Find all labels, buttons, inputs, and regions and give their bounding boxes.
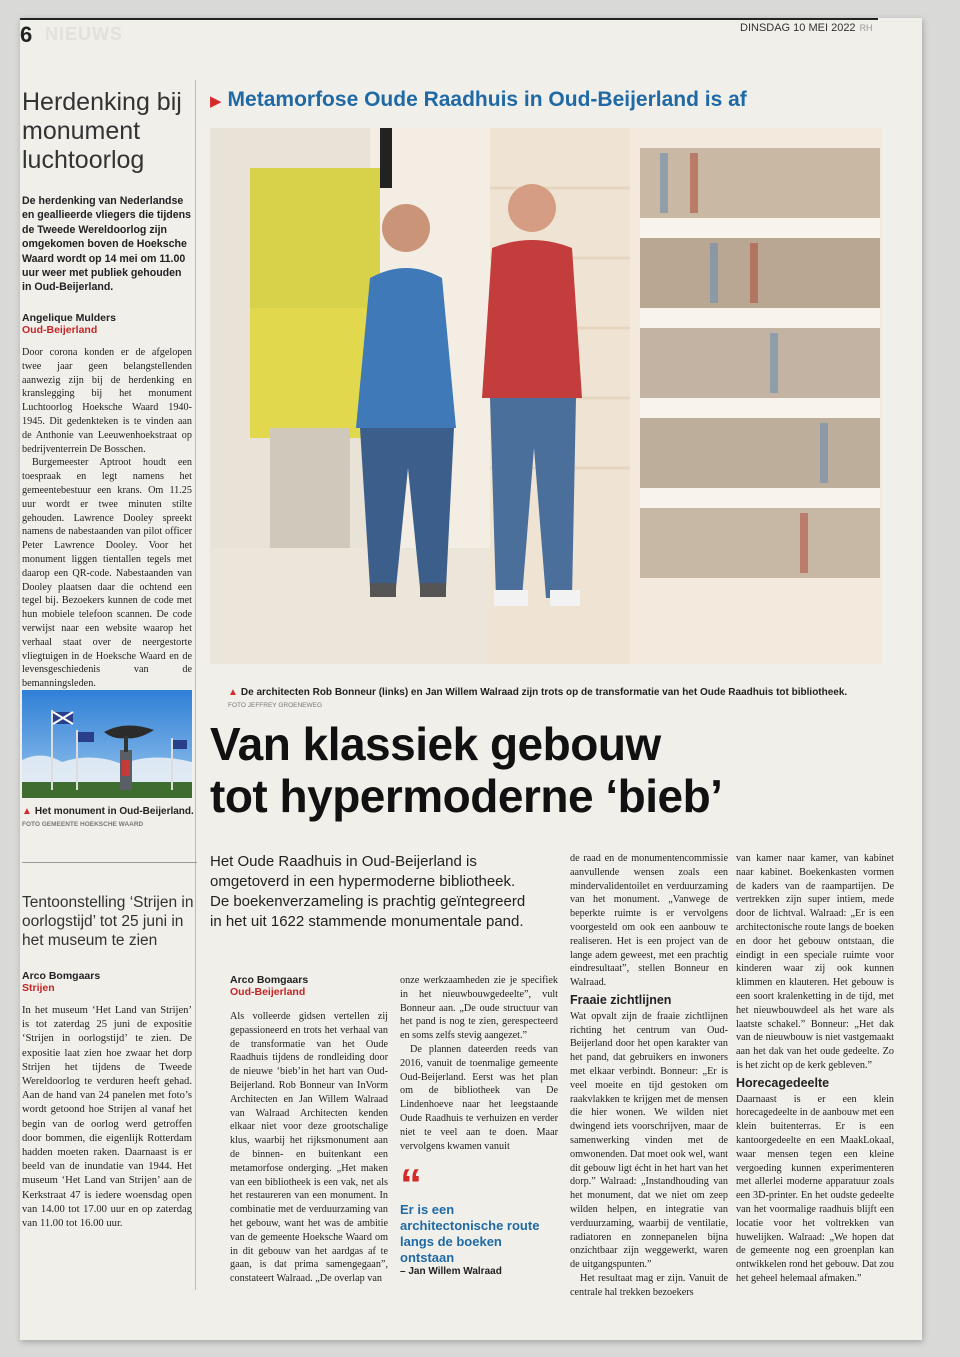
quote-mark-icon: “ [400,1160,422,1209]
column-divider [195,80,196,1290]
paragraph: van kamer naar kamer, van kabinet naar kabinet. Boekenkasten vormen de kaders van de raampartijen. De vertrekken zijn super intiem, mede door de lichtval. Walraad: „Er is een architectonische route langs de boeken en door het gebouw ontstaan, die eindigt in een speciale ruimte voor kinderen waar zij ook kunnen klimmen en klauteren. Het gebouw is een soort kralenketting in de tijd, met het nieuwbouwdeel als het ware als laatste schakel.” Bonneur: „Het dak van de nieuwbouw is niet vastgemaakt aan het dak van het oude gedeelte. Zo is het zicht op de kerk gebleven.” [736,853,894,1071]
author: Arco Bomgaars [22,970,101,982]
pull-quote [400,1160,558,1277]
tent-article-byline [22,970,192,994]
caption-text: Het monument in Oud-Beijerland. [34,806,194,817]
paragraph: de raad en de monumentencommissie aanvullende wensen zoals een mindervalidentoilet en verduurzaming van het monument. „Vanwege de beperkte ruimte is er vervolgens voorgesteld om ook een aanbouw te realiseren. Het is een project van de lange adem geweest, met een prachtig eindresultaat”, stellen Bonneur en Walraad. [570,853,728,989]
date-text: DINSDAG 10 MEI 2022 [740,22,856,34]
main-article-col1 [230,1010,388,1286]
paragraph: Door corona konden er de afgelopen twee jaar geen belangstellenden aanwezig zijn bij de herdenking en kranslegging bij het monument Luchtoorlog Hoeksche Waard 1940-1945. Dit gedenkteken is te vinden aan de Anthonie van Leeuwenhoekstraat op bedrijventerrein De Bosschen. [22,347,192,455]
left-article-body [22,346,192,691]
edition-code: RH [859,23,873,33]
subheading: Horecagedeelte [736,1075,830,1090]
author: Angelique Mulders [22,312,116,324]
section-label: NIEUWS [45,24,123,44]
edition-date [740,22,873,34]
main-article-byline [230,974,390,998]
kicker-text: Metamorfose Oude Raadhuis in Oud-Beijerland is af [227,88,747,111]
photo-credit: FOTO GEMEENTE HOEKSCHE WAARD [22,821,144,828]
caption-text: De architecten Rob Bonneur (links) en Jan Willem Walraad zijn trots op de transformatie van het Oude Raadhuis tot bibliotheek. [240,687,848,698]
page-number: 6 [20,22,33,47]
paragraph: Daarnaast is er een klein horecagedeelte in de aanbouw met een klein buitenterras. Er is een kantoorgedeelte en een MaakLokaal, waar mensen tegen een kleine vergoeding kunnen experimenteren met allerlei moderne apparatuur zoals een 3D-printer. En het oudste gedeelte van het voormalige raadhuis blijft een locatie voor het voltrekken van huwelijken. Walraad: „We hopen dat de gemeente nog een groenplan kan ontwikkelen rond het gebouw. Dat zou het geheel helemaal afmaken.” [736,1093,894,1284]
tent-article-body [22,1004,192,1231]
subheading: Fraaie zichtlijnen [570,992,672,1007]
main-article-col2 [400,974,558,1153]
section-rule [22,862,197,863]
main-article-col4 [736,852,894,1286]
kicker-triangle-icon: ▶ [210,93,222,110]
quote-text: Er is een architectonische route langs de boeken ontstaan [400,1202,540,1265]
paragraph: Het resultaat mag er zijn. Vanuit de centrale hal trekken bezoekers [570,1272,728,1298]
dateline: Oud-Beijerland [22,324,98,336]
paragraph: In het museum ‘Het Land van Strijen’ is tot zaterdag 25 juni de expositie ‘Strijen in oorlogstijd’ te zien. De expositie laat zien hoe zwaar het dorp Strijen het tijdens de Tweede Wereldoorlog te verduren heeft gehad. Aan de hand van 24 panelen met foto’s wordt getoond hoe Strijen al vanaf het begin van de oorlog werd getroffen door bommen, die eigenlijk Rotterdam hadden moeten raken. Daarnaast is er beeld van de inundatie van 1944. Het museum ‘Het Land van Strijen’ aan de Kerkstraat 47 is iedere woensdag open van 14.00 tot 17.00 uur en op zaterdag van 11.00 tot 16.00 uur. [22,1005,192,1230]
left-article-title: Herdenking bij monument luchtoorlog [22,88,182,174]
paragraph: De plannen dateerden reeds van 2016, vanuit de toenmalige gemeente Oud-Beijerland. Eerst was het plan om de bibliotheek van De Lindenhoeve naar het leegstaande Oude Raadhuis te verhuizen en verder niet te veel aan te doen. Maar vervolgens kwamen vanuit [400,1043,558,1152]
header-rule [20,18,878,20]
main-headline [210,718,880,822]
paragraph: Burgemeester Aptroot houdt een toespraak en legt namens het gemeentebestuur een krans. Om 11.25 uur wordt er twee minuten stilte gehouden. Lawrence Dooley spreekt namens de nabestaanden van pilot officer Peter Lawrence Dooley. Voor het monument liggen tientallen tegels met daarop een QR-code. Nabestaanden van Dooley plaatsen daar die ochtend een tegel bij. Bezoekers kunnen de code met hun mobiele telefoon scannen. De code verwijst naar een website waarop het verhaal staat over de neergestorte vliegtuigen in de Hoeksche Waard en de levensgeschiedenis van de bemanningsleden. [22,457,192,690]
dateline: Strijen [22,982,55,994]
headline-line: Van klassiek gebouw [210,718,661,770]
monument-photo-caption: ▲ Het monument in Oud-Beijerland. FOTO GEMEENTE HOEKSCHE WAARD [22,806,194,828]
left-article-byline [22,312,192,336]
paragraph: Als volleerde gidsen vertellen zij gepassioneerd en trots het verhaal van de transformatie van het Oude Raadhuis tijdens de rondleiding door de nieuwe ‘bieb’in het hart van Oud-Beijerland. Rob Bonneur van InVorm Architecten en Jan Willem Walraad van Walraad Architecten kenden elkaar niet voor deze grootschalige klus, waarbij het rijksmonument aan de binnen- en buitenkant een metamorfose onderging. „Het maken van een bibliotheek is een vak, net als het restaureren van een monument. In combinatie met de verduurzaming van het gebouw, want het was de ambitie van de gemeente Hoeksche Waard om in dit gebouw van het aardgas af te gaan, is dat prima samengegaan”, constateert Walraad. „De overlap van [230,1011,388,1285]
quote-source: – Jan Willem Walraad [400,1266,502,1277]
main-photo-caption: ▲ De architecten Rob Bonneur (links) en Jan Willem Walraad zijn trots op de transformatie van het Oude Raadhuis tot bibliotheek. [228,687,848,698]
left-article-lead: De herdenking van Nederlandse en geallieerde vliegers die tijdens de Tweede Wereldoorlog zijn omgekomen boven de Hoeksche Waard wordt op 14 mei om 11.00 uur weer met publiek gehouden in Oud-Beijerland. [22,195,191,294]
headline-line: tot hypermoderne ‘bieb’ [210,770,723,822]
main-article-col3 [570,852,728,1300]
main-article-kicker [210,88,747,112]
dateline: Oud-Beijerland [230,986,306,998]
main-intro: Het Oude Raadhuis in Oud-Beijerland is omgetoverd in een hypermoderne bibliotheek. De boekenverzameling is prachtig geïntegreerd in het uit 1622 stammende monumentale pand. [210,853,526,930]
main-photo-credit: FOTO JEFFREY GROENEWEG [228,702,323,709]
author: Arco Bomgaars [230,974,309,986]
paragraph: onze werkzaamheden zie je specifiek in het nieuwbouwgedeelte”, vult Bonneur aan. „De oude structuur van het pand is nog te zien, gerespecteerd en soms zelfs stevig aangezet.” [400,975,558,1042]
paragraph: Wat opvalt zijn de fraaie zichtlijnen richting het centrum van Oud-Beijerland door het open karakter van het pand, dat gebruikers en inwoners met elkaar verbindt. Bonneur: „Er is veel moeite en tijd gestoken om raakvlakken te krijgen met de mensen die hier wonen. We wilden niet dwingend iets voorschrijven, maar de samenwerking vinden met de omwonenden. Dat moet ook wel, want dit gebouw ligt écht in het hart van het dorp.” Walraad: „Instandhouding van het monument, dat we niet om zeep wilden helpen, en integratie van verduurzaming, waarbij de ventilatie, radiatoren en zonnepanelen bijna onzichtbaar zijn weggewerkt, waren de uitgangspunten.” [570,1010,728,1271]
library-photo [210,128,882,664]
monument-photo [22,690,192,798]
tent-article-title: Tentoonstelling ‘Strijen in oorlogstijd’ tot 25 juni in het museum te zien [22,894,194,949]
